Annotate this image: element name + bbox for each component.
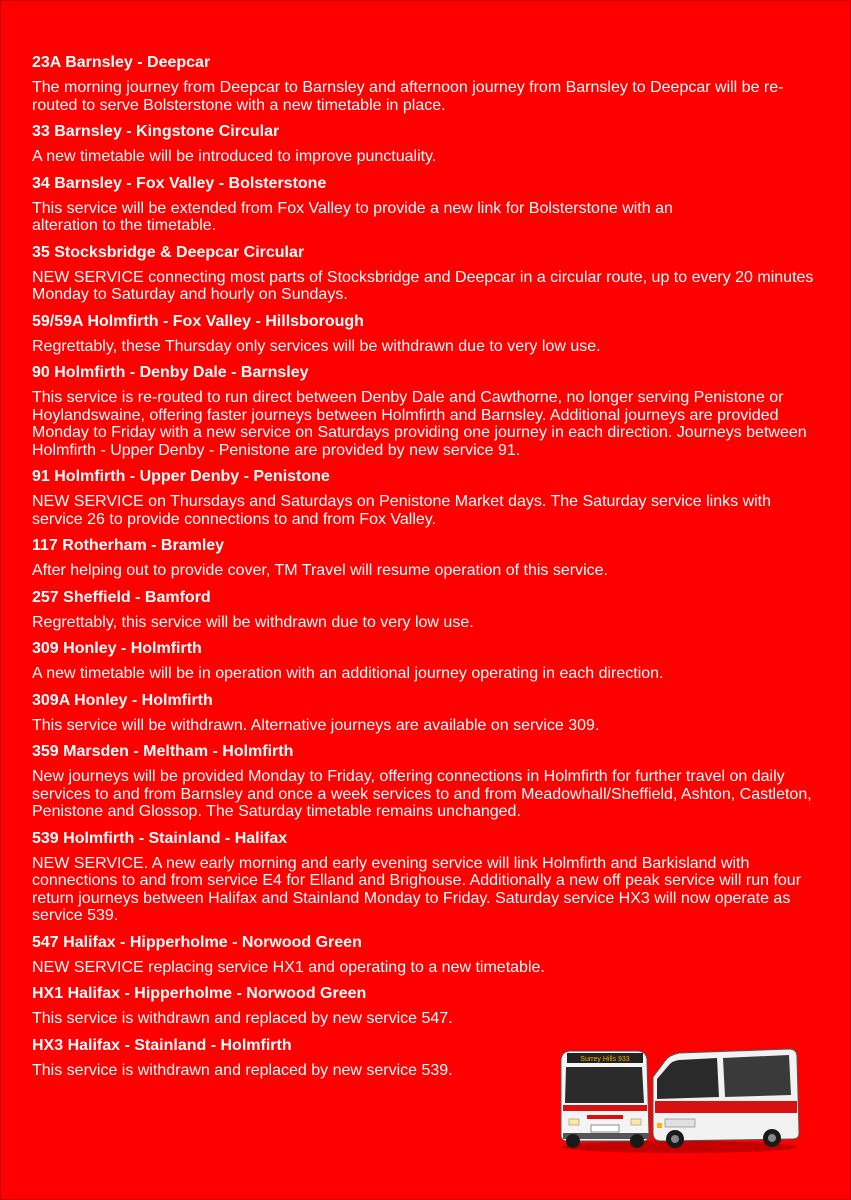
entry-heading: 90 Holmfirth - Denby Dale - Barnsley (32, 364, 309, 381)
entry-23a (32, 53, 822, 114)
entry-59 (32, 312, 822, 356)
entry-309a (32, 691, 822, 735)
entry-description: NEW SERVICE on Thursdays and Saturdays on Penistone Market days. The Saturday service links with service 26 to provide connections to and from Fox Valley. (32, 493, 772, 528)
entry-heading: 59/59A Holmfirth - Fox Valley - Hillsborough (32, 312, 364, 330)
entry-309 (32, 639, 822, 683)
entry-heading: 117 Rotherham - Bramley (32, 537, 225, 554)
entry-description: NEW SERVICE replacing service HX1 and operating to a new timetable. (32, 958, 545, 976)
entry-539 (32, 829, 822, 925)
entry-description: A new timetable will be in operation with an additional journey operating in each direction. (32, 665, 664, 682)
entry-heading: 35 Stocksbridge & Deepcar Circular (32, 243, 305, 261)
buses-photo (557, 1039, 802, 1154)
entry-description: The morning journey from Deepcar to Barnsley and afternoon journey from Barnsley to Deepcar will be re-routed to serve Bolsterstone with a new timetable in place. (32, 79, 784, 114)
entry-257 (32, 588, 822, 632)
entry-547 (32, 933, 822, 977)
entry-heading: 91 Holmfirth - Upper Denby - Penistone (32, 468, 330, 485)
entry-heading: 309 Honley - Holmfirth (32, 640, 202, 657)
entry-35 (32, 243, 822, 304)
bus-right (653, 1049, 799, 1148)
entry-description: A new timetable will be introduced to improve punctuality. (32, 148, 437, 165)
entry-description: New journeys will be provided Monday to Friday, offering connections in Holmfirth for further travel on daily services to and from Barnsley and once a week services to and from Meadowhall/Sheffield, Ashton, Castleton, Penistone and Glossop. The Saturday timetable remains unchanged. (32, 768, 812, 820)
entry-heading: 23A Barnsley - Deepcar (32, 54, 211, 71)
entry-description: After helping out to provide cover, TM Travel will resume operation of this service. (32, 562, 608, 579)
entry-heading: HX1 Halifax - Hipperholme - Norwood Green (32, 985, 367, 1002)
service-changes-list (32, 53, 822, 1087)
entry-description: NEW SERVICE. A new early morning and early evening service will link Holmfirth and Barkisland with connections to and from service E4 for Elland and Brighouse. Additionally a new off peak service will run four return journeys between Halifax and Stainland Monday to Friday. Saturday service HX3 will now operate as service 539. (32, 854, 802, 924)
entry-359 (32, 742, 822, 821)
entry-description: Regrettably, these Thursday only services will be withdrawn due to very low use. (32, 337, 601, 355)
entry-description: Regrettably, this service will be withdrawn due to very low use. (32, 613, 474, 631)
entry-description: This service is withdrawn and replaced by new service 539. (32, 1061, 453, 1079)
entry-description: This service is re-routed to run direct between Denby Dale and Cawthorne, no longer serving Penistone or Hoylandswaine, offering faster journeys between Holmfirth and Barnsley. Additional journeys are provided Monday to Friday with a new service on Saturdays providing one journey in each direction. Journeys between Holmfirth - Upper Denby - Penistone are provided by new service 91. (32, 389, 807, 459)
entry-heading: 539 Holmfirth - Stainland - Halifax (32, 829, 288, 847)
entry-33 (32, 122, 822, 166)
entry-heading: 33 Barnsley - Kingstone Circular (32, 123, 280, 140)
entry-hx1 (32, 984, 822, 1028)
entry-description: This service is withdrawn and replaced by new service 547. (32, 1010, 453, 1027)
entry-heading: 309A Honley - Holmfirth (32, 691, 213, 709)
entry-heading: 359 Marsden - Meltham - Holmfirth (32, 743, 294, 760)
entry-description: This service will be extended from Fox Valley to provide a new link for Bolsterstone with an alteration to the timetable. (32, 199, 673, 234)
entry-description: This service will be withdrawn. Alternative journeys are available on service 309. (32, 716, 600, 734)
entry-heading: 34 Barnsley - Fox Valley - Bolsterstone (32, 174, 327, 192)
entry-description: NEW SERVICE connecting most parts of Stocksbridge and Deepcar in a circular route, up to every 20 minutes Monday to Saturday and hourly on Sundays. (32, 268, 814, 303)
entry-heading: HX3 Halifax - Stainland - Holmfirth (32, 1036, 292, 1054)
entry-heading: 257 Sheffield - Bamford (32, 588, 211, 606)
destination-sign: Surrey Hills 933 (580, 1056, 630, 1063)
entry-117 (32, 536, 822, 580)
entry-34 (32, 174, 822, 235)
entry-90 (32, 363, 822, 459)
bus-left (561, 1051, 649, 1148)
entry-91 (32, 467, 822, 528)
entry-heading: 547 Halifax - Hipperholme - Norwood Green (32, 933, 362, 951)
